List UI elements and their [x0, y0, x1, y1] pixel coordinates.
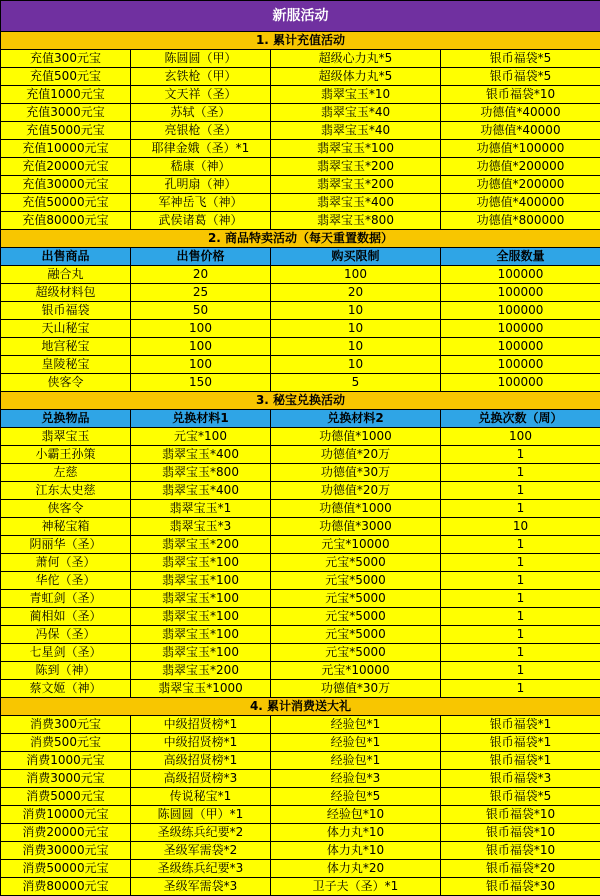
table-cell: 功德值*20万 — [271, 446, 441, 464]
table-cell: 经验包*5 — [271, 788, 441, 806]
table-row — [1, 500, 600, 518]
table-cell: 青虹剑（圣） — [1, 590, 131, 608]
table-row — [1, 806, 600, 824]
table-cell: 20 — [271, 284, 441, 302]
page-title-row — [1, 1, 600, 32]
table-cell: 翡翠宝玉*200 — [131, 536, 271, 554]
table-cell: 银币福袋*30 — [441, 878, 600, 896]
table-cell: 20 — [131, 266, 271, 284]
table-cell: 萧何（圣） — [1, 554, 131, 572]
table-cell: 侠客令 — [1, 500, 131, 518]
table-cell: 经验包*3 — [271, 770, 441, 788]
table-cell: 武侯诸葛（神） — [131, 212, 271, 230]
table-cell: 10 — [441, 518, 600, 536]
table-cell: 功德值*3000 — [271, 518, 441, 536]
table-cell: 蔡文姬（神） — [1, 680, 131, 698]
table-cell: 功德值*40000 — [441, 122, 600, 140]
table-row — [1, 572, 600, 590]
table-cell: 翡翠宝玉 — [1, 428, 131, 446]
table-cell: 100000 — [441, 374, 600, 392]
table-row — [1, 212, 600, 230]
table-cell: 银币福袋 — [1, 302, 131, 320]
table-cell: 元宝*5000 — [271, 626, 441, 644]
table-cell: 功德值*400000 — [441, 194, 600, 212]
table-cell: 100 — [441, 428, 600, 446]
table-cell: 功德值*30万 — [271, 680, 441, 698]
table-cell: 元宝*5000 — [271, 608, 441, 626]
table-cell: 功德值*200000 — [441, 158, 600, 176]
table-row — [1, 536, 600, 554]
table-cell: 银币福袋*5 — [441, 788, 600, 806]
table-cell: 元宝*5000 — [271, 644, 441, 662]
table-cell: 军神岳飞（神） — [131, 194, 271, 212]
table-cell: 充值20000元宝 — [1, 158, 131, 176]
table-row — [1, 464, 600, 482]
table-cell: 圣级军需袋*3 — [131, 878, 271, 896]
table-cell: 中级招贤榜*1 — [131, 734, 271, 752]
table-cell: 银币福袋*1 — [441, 734, 600, 752]
table-cell: 超级心力丸*5 — [271, 50, 441, 68]
table-cell: 1 — [441, 644, 600, 662]
section-title: 1. 累计充值活动 — [1, 32, 600, 50]
table-cell: 银币福袋*20 — [441, 860, 600, 878]
table-cell: 功德值*800000 — [441, 212, 600, 230]
table-cell: 消费3000元宝 — [1, 770, 131, 788]
table-row — [1, 518, 600, 536]
table-row — [1, 644, 600, 662]
table-cell: 充值3000元宝 — [1, 104, 131, 122]
table-cell: 华佗（圣） — [1, 572, 131, 590]
table-cell: 1 — [441, 464, 600, 482]
column-header: 出售价格 — [131, 248, 271, 266]
table-cell: 功德值*1000 — [271, 500, 441, 518]
table-cell: 翡翠宝玉*100 — [131, 608, 271, 626]
table-cell: 150 — [131, 374, 271, 392]
table-cell: 耶律金娥（圣）*1 — [131, 140, 271, 158]
table-cell: 体力丸*10 — [271, 842, 441, 860]
table-cell: 苏轼（圣） — [131, 104, 271, 122]
table-cell: 翡翠宝玉*200 — [271, 176, 441, 194]
table-row — [1, 842, 600, 860]
table-cell: 100000 — [441, 284, 600, 302]
table-row — [1, 824, 600, 842]
table-cell: 地宫秘宝 — [1, 338, 131, 356]
table-cell: 陈圆圆（甲）*1 — [131, 806, 271, 824]
page-title: 新服活动 — [1, 1, 600, 32]
table-row — [1, 554, 600, 572]
table-cell: 体力丸*20 — [271, 860, 441, 878]
table-cell: 消费20000元宝 — [1, 824, 131, 842]
table-cell: 经验包*10 — [271, 806, 441, 824]
table-row — [1, 284, 600, 302]
table-row — [1, 104, 600, 122]
table-cell: 嵇康（神） — [131, 158, 271, 176]
table-cell: 银币福袋*5 — [441, 68, 600, 86]
table-cell: 银币福袋*10 — [441, 824, 600, 842]
table-cell: 100000 — [441, 302, 600, 320]
table-cell: 100 — [131, 320, 271, 338]
table-cell: 充值500元宝 — [1, 68, 131, 86]
table-cell: 陈到（神） — [1, 662, 131, 680]
section-title-row — [1, 230, 600, 248]
table-cell: 100000 — [441, 356, 600, 374]
table-cell: 小霸王孙策 — [1, 446, 131, 464]
table-cell: 1 — [441, 572, 600, 590]
table-row — [1, 590, 600, 608]
table-cell: 1 — [441, 500, 600, 518]
table-cell: 经验包*1 — [271, 752, 441, 770]
table-row — [1, 734, 600, 752]
table-row — [1, 878, 600, 896]
header-row — [1, 248, 600, 266]
table-cell: 5 — [271, 374, 441, 392]
table-cell: 天山秘宝 — [1, 320, 131, 338]
table-cell: 100000 — [441, 320, 600, 338]
table-cell: 10 — [271, 320, 441, 338]
table-row — [1, 626, 600, 644]
table-row — [1, 266, 600, 284]
table-cell: 孔明扇（神） — [131, 176, 271, 194]
table-cell: 功德值*30万 — [271, 464, 441, 482]
table-cell: 功德值*1000 — [271, 428, 441, 446]
table-cell: 翡翠宝玉*200 — [131, 662, 271, 680]
table-cell: 圣级练兵纪要*2 — [131, 824, 271, 842]
table-row — [1, 374, 600, 392]
section-title: 2. 商品特卖活动（每天重置数据） — [1, 230, 600, 248]
table-cell: 翡翠宝玉*40 — [271, 122, 441, 140]
table-row — [1, 356, 600, 374]
table-cell: 功德值*40000 — [441, 104, 600, 122]
section-title: 4. 累计消费送大礼 — [1, 698, 600, 716]
table-cell: 翡翠宝玉*800 — [131, 464, 271, 482]
table-cell: 1 — [441, 608, 600, 626]
table-cell: 元宝*5000 — [271, 554, 441, 572]
table-cell: 融合丸 — [1, 266, 131, 284]
table-cell: 翡翠宝玉*100 — [131, 626, 271, 644]
table-cell: 100000 — [441, 338, 600, 356]
table-row — [1, 482, 600, 500]
table-cell: 翡翠宝玉*100 — [131, 554, 271, 572]
table-cell: 神秘宝箱 — [1, 518, 131, 536]
table-cell: 左慈 — [1, 464, 131, 482]
section-title-row — [1, 392, 600, 410]
table-cell: 1 — [441, 536, 600, 554]
table-row — [1, 68, 600, 86]
table-row — [1, 158, 600, 176]
table-cell: 文天祥（圣） — [131, 86, 271, 104]
table-cell: 充值30000元宝 — [1, 176, 131, 194]
column-header: 兑换材料1 — [131, 410, 271, 428]
table-cell: 江东太史慈 — [1, 482, 131, 500]
table-cell: 圣级军需袋*2 — [131, 842, 271, 860]
column-header: 兑换物品 — [1, 410, 131, 428]
table-cell: 体力丸*10 — [271, 824, 441, 842]
table-cell: 1 — [441, 590, 600, 608]
table-cell: 翡翠宝玉*100 — [271, 140, 441, 158]
table-row — [1, 860, 600, 878]
table-cell: 充值80000元宝 — [1, 212, 131, 230]
table-row — [1, 320, 600, 338]
table-cell: 翡翠宝玉*1000 — [131, 680, 271, 698]
column-header: 兑换材料2 — [271, 410, 441, 428]
table-cell: 超级体力丸*5 — [271, 68, 441, 86]
table-row — [1, 122, 600, 140]
table-cell: 100 — [271, 266, 441, 284]
table-cell: 翡翠宝玉*400 — [271, 194, 441, 212]
table-cell: 消费5000元宝 — [1, 788, 131, 806]
table-cell: 消费500元宝 — [1, 734, 131, 752]
table-row — [1, 50, 600, 68]
table-cell: 元宝*5000 — [271, 572, 441, 590]
table-cell: 玄铁枪（甲） — [131, 68, 271, 86]
table-row — [1, 608, 600, 626]
column-header: 购买限制 — [271, 248, 441, 266]
table-cell: 10 — [271, 302, 441, 320]
table-cell: 圣级练兵纪要*3 — [131, 860, 271, 878]
table-cell: 消费80000元宝 — [1, 878, 131, 896]
table-row — [1, 446, 600, 464]
table-row — [1, 716, 600, 734]
table-cell: 蔺相如（圣） — [1, 608, 131, 626]
table-row — [1, 176, 600, 194]
table-cell: 1 — [441, 446, 600, 464]
table-cell: 银币福袋*10 — [441, 842, 600, 860]
table-cell: 陈圆圆（甲） — [131, 50, 271, 68]
table-row — [1, 752, 600, 770]
table-row — [1, 680, 600, 698]
table-cell: 充值50000元宝 — [1, 194, 131, 212]
table-cell: 1 — [441, 626, 600, 644]
table-cell: 元宝*10000 — [271, 536, 441, 554]
table-cell: 亮银枪（圣） — [131, 122, 271, 140]
table-cell: 翡翠宝玉*1 — [131, 500, 271, 518]
table-row — [1, 140, 600, 158]
column-header: 兑换次数（周） — [441, 410, 600, 428]
table-cell: 100 — [131, 338, 271, 356]
table-cell: 翡翠宝玉*3 — [131, 518, 271, 536]
table-cell: 功德值*100000 — [441, 140, 600, 158]
table-cell: 消费1000元宝 — [1, 752, 131, 770]
table-row — [1, 302, 600, 320]
table-row — [1, 338, 600, 356]
table-row — [1, 788, 600, 806]
table-cell: 经验包*1 — [271, 734, 441, 752]
column-header: 出售商品 — [1, 248, 131, 266]
table-cell: 翡翠宝玉*40 — [271, 104, 441, 122]
table-cell: 中级招贤榜*1 — [131, 716, 271, 734]
table-cell: 50 — [131, 302, 271, 320]
table-cell: 翡翠宝玉*10 — [271, 86, 441, 104]
table-cell: 银币福袋*3 — [441, 770, 600, 788]
section-title: 3. 秘宝兑换活动 — [1, 392, 600, 410]
table-cell: 皇陵秘宝 — [1, 356, 131, 374]
table-cell: 翡翠宝玉*400 — [131, 482, 271, 500]
table-cell: 翡翠宝玉*100 — [131, 572, 271, 590]
table-cell: 翡翠宝玉*800 — [271, 212, 441, 230]
table-row — [1, 662, 600, 680]
table-row — [1, 194, 600, 212]
table-cell: 经验包*1 — [271, 716, 441, 734]
table-row — [1, 770, 600, 788]
table-cell: 消费300元宝 — [1, 716, 131, 734]
table-cell: 翡翠宝玉*100 — [131, 644, 271, 662]
table-cell: 充值10000元宝 — [1, 140, 131, 158]
table-cell: 阴丽华（圣） — [1, 536, 131, 554]
table-cell: 银币福袋*5 — [441, 50, 600, 68]
section-title-row — [1, 698, 600, 716]
table-cell: 1 — [441, 482, 600, 500]
table-row — [1, 86, 600, 104]
header-row — [1, 410, 600, 428]
table-cell: 元宝*100 — [131, 428, 271, 446]
table-cell: 银币福袋*10 — [441, 86, 600, 104]
table-cell: 25 — [131, 284, 271, 302]
table-cell: 元宝*5000 — [271, 590, 441, 608]
table-cell: 消费10000元宝 — [1, 806, 131, 824]
table-cell: 侠客令 — [1, 374, 131, 392]
table-cell: 超级材料包 — [1, 284, 131, 302]
table-cell: 100000 — [441, 266, 600, 284]
table-cell: 功德值*200000 — [441, 176, 600, 194]
column-header: 全服数量 — [441, 248, 600, 266]
table-cell: 100 — [131, 356, 271, 374]
table-cell: 1 — [441, 662, 600, 680]
table-cell: 冯保（圣） — [1, 626, 131, 644]
table-cell: 充值300元宝 — [1, 50, 131, 68]
table-cell: 高级招贤榜*1 — [131, 752, 271, 770]
table-row — [1, 428, 600, 446]
table-cell: 传说秘宝*1 — [131, 788, 271, 806]
section-title-row — [1, 32, 600, 50]
table-cell: 银币福袋*10 — [441, 806, 600, 824]
table-cell: 充值5000元宝 — [1, 122, 131, 140]
table-cell: 功德值*20万 — [271, 482, 441, 500]
table-cell: 翡翠宝玉*100 — [131, 590, 271, 608]
table-cell: 七星剑（圣） — [1, 644, 131, 662]
table-cell: 银币福袋*1 — [441, 752, 600, 770]
table-cell: 翡翠宝玉*200 — [271, 158, 441, 176]
table-cell: 元宝*10000 — [271, 662, 441, 680]
table-cell: 1 — [441, 554, 600, 572]
table-cell: 高级招贤榜*3 — [131, 770, 271, 788]
table-cell: 银币福袋*1 — [441, 716, 600, 734]
table-cell: 卫子夫（圣）*1 — [271, 878, 441, 896]
table-cell: 1 — [441, 680, 600, 698]
table-cell: 10 — [271, 356, 441, 374]
table-cell: 10 — [271, 338, 441, 356]
table-cell: 消费30000元宝 — [1, 842, 131, 860]
table-cell: 充值1000元宝 — [1, 86, 131, 104]
table-cell: 翡翠宝玉*400 — [131, 446, 271, 464]
table-cell: 消费50000元宝 — [1, 860, 131, 878]
